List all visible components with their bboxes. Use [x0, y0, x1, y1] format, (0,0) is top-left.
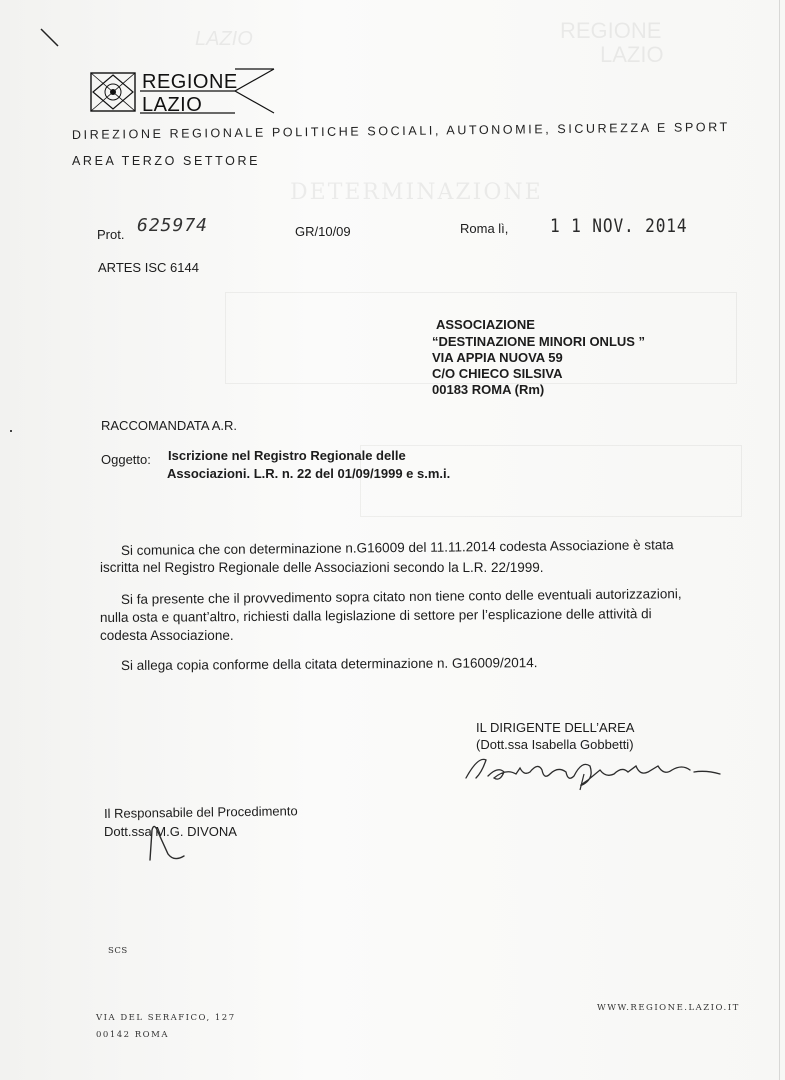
- paragraph-line: Si allega copia conforme della citata determinazione n. G16009/2014.: [120, 655, 538, 673]
- area-name: AREA TERZO SETTORE: [72, 154, 261, 168]
- ghost-text: DETERMINAZIONE: [290, 180, 543, 205]
- recipient-line: C/O CHIECO SILSIVA: [432, 366, 563, 381]
- logo-frame-lines: [140, 67, 280, 117]
- paragraph-line: iscritta nel Registro Regionale delle Associazioni secondo la L.R. 22/1999.: [100, 560, 544, 575]
- subject-line2: Associazioni. L.R. n. 22 del 01/09/1999 e s.m.i.: [167, 466, 451, 481]
- paragraph-line: nulla osta e quant’altro, richiesti dalla legislazione di settore per l’esplicazione delle attività di: [99, 606, 652, 625]
- regione-lazio-emblem-icon: [88, 70, 138, 114]
- page-edge: [779, 0, 780, 1080]
- prot-number-handwritten: 625974: [137, 215, 209, 236]
- place-label: Roma lì,: [460, 221, 509, 236]
- org-name-line1: REGIONE: [142, 71, 238, 93]
- responsabile-name: Dott.ssa M.G. DIVONA: [104, 824, 237, 839]
- ghost-box: [360, 445, 742, 517]
- mail-type: RACCOMANDATA A.R.: [101, 418, 238, 433]
- typist-initials: SCS: [108, 946, 128, 956]
- recipient-line: VIA APPIA NUOVA 59: [432, 350, 563, 365]
- dirigente-title: IL DIRIGENTE DELL’AREA: [476, 720, 635, 735]
- paragraph-line: Si comunica che con determinazione n.G16009 del 11.11.2014 codesta Associazione è stata: [120, 537, 674, 558]
- website: WWW.REGIONE.LAZIO.IT: [597, 1003, 740, 1013]
- ghost-text: LAZIO: [600, 42, 664, 67]
- paragraph-line: codesta Associazione.: [100, 628, 234, 643]
- department-name: DIREZIONE REGIONALE POLITICHE SOCIALI, AUTONOMIE, SICUREZZA E SPORT: [71, 119, 730, 142]
- address-line2: 00142 ROMA: [96, 1030, 169, 1040]
- recipient-line: ASSOCIAZIONE: [436, 317, 535, 332]
- artes-code: ARTES ISC 6144: [98, 260, 199, 275]
- paragraph-line: Si fa presente che il provvedimento sopra citato non tiene conto delle eventuali autorizzazioni,: [120, 586, 682, 607]
- prot-label: Prot.: [97, 227, 125, 242]
- recipient-line: “DESTINAZIONE MINORI ONLUS ”: [432, 334, 646, 349]
- stray-dot: [10, 430, 12, 432]
- recipient-line: 00183 ROMA (Rm): [432, 382, 545, 397]
- ghost-text: LAZIO: [195, 28, 253, 50]
- responsabile-initial-signature: [140, 812, 190, 864]
- ref-code: GR/10/09: [295, 224, 351, 239]
- org-name-line2: LAZIO: [142, 94, 203, 116]
- date-stamp: 1 1 NOV. 2014: [550, 215, 688, 237]
- scan-mark-icon: [38, 26, 62, 50]
- subject-label: Oggetto:: [101, 452, 151, 467]
- dirigente-name: (Dott.ssa Isabella Gobbetti): [476, 737, 634, 752]
- responsabile-title: Il Responsabile del Procedimento: [103, 803, 298, 821]
- subject-line1: Iscrizione nel Registro Regionale delle: [168, 448, 406, 463]
- ghost-text: REGIONE: [560, 18, 662, 43]
- dirigente-signature: [458, 748, 733, 793]
- address-line1: VIA DEL SERAFICO, 127: [96, 1013, 236, 1023]
